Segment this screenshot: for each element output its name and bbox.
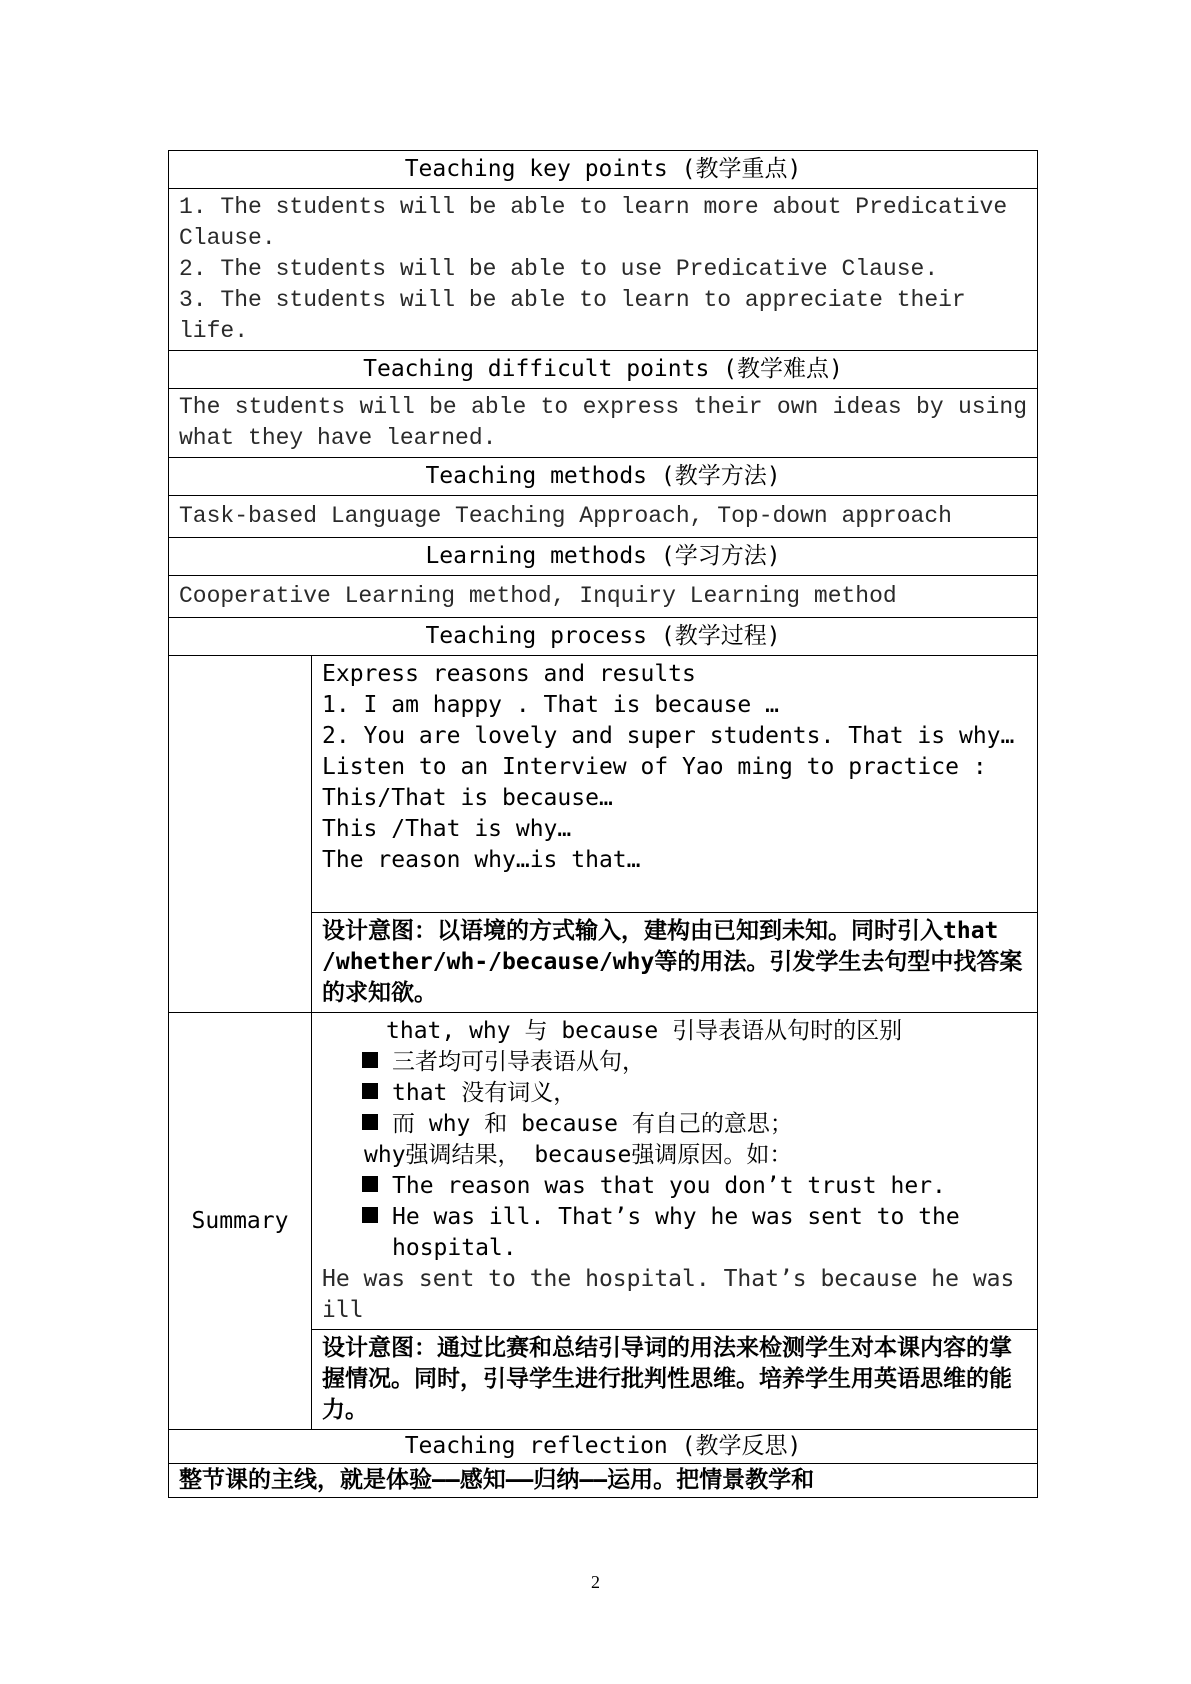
reflection-text: 整节课的主线，就是体验——感知——归纳——运用。把情景教学和 xyxy=(169,1464,1038,1498)
learning-methods-header-row xyxy=(169,538,1038,576)
process-line: This/That is because… xyxy=(322,785,613,811)
teaching-methods-header: Teaching methods (教学方法) xyxy=(169,458,1038,496)
teaching-process-header-row xyxy=(169,618,1038,656)
teaching-methods-row xyxy=(169,496,1038,538)
key-points-header: Teaching key points (教学重点) xyxy=(169,151,1038,189)
process-line: The reason why…is that… xyxy=(322,847,641,873)
summary-extra: He was sent to the hospital. That’s because he was ill xyxy=(322,1266,1015,1323)
key-point-item: 3. The students will be able to learn to appreciate their life. xyxy=(179,287,966,344)
summary-bullet: 三者均可引导表语从句， xyxy=(322,1047,1027,1078)
teaching-methods-header-row xyxy=(169,458,1038,496)
key-points-content xyxy=(169,189,1038,351)
process-step1-row xyxy=(169,656,1038,913)
difficult-points-text: The students will be able to express their own ideas by using what they have learned. xyxy=(169,389,1038,458)
process-line: Express reasons and results xyxy=(322,661,696,687)
page-number: 2 xyxy=(591,1572,600,1592)
key-point-item: 1. The students will be able to learn more about Predicative Clause. xyxy=(179,194,1008,251)
process-line: 2. You are lovely and super students. That is why… xyxy=(322,723,1015,749)
summary-example: The reason was that you don’t trust her. xyxy=(322,1171,1027,1202)
summary-design: 设计意图：通过比赛和总结引导词的用法来检测学生对本课内容的掌握情况。同时，引导学生进行批判性思维。培养学生用英语思维的能力。 xyxy=(312,1330,1038,1430)
key-point-item: 2. The students will be able to use Predicative Clause. xyxy=(179,256,939,282)
reflection-header-row xyxy=(169,1430,1038,1464)
summary-label: Summary xyxy=(169,1013,312,1430)
summary-row xyxy=(169,1013,1038,1330)
square-bullet-icon xyxy=(362,1083,378,1099)
teaching-methods-text: Task-based Language Teaching Approach, Top-down approach xyxy=(169,496,1038,538)
square-bullet-icon xyxy=(362,1176,378,1192)
learning-methods-row xyxy=(169,576,1038,618)
learning-methods-header: Learning methods (学习方法) xyxy=(169,538,1038,576)
process-step1-design: 设计意图：以语境的方式输入，建构由已知到未知。同时引入that /whether/wh-/because/why等的用法。引发学生去句型中找答案的求知欲。 xyxy=(312,913,1038,1013)
learning-methods-text: Cooperative Learning method, Inquiry Learning method xyxy=(169,576,1038,618)
process-step1-content xyxy=(312,656,1038,913)
summary-bullet: that 没有词义， xyxy=(322,1078,1027,1109)
summary-note: why强调结果， because强调原因。如： xyxy=(364,1142,793,1168)
summary-heading: that, why 与 because 引导表语从句时的区别 xyxy=(386,1018,903,1044)
process-step1-label-cell xyxy=(169,656,312,1013)
reflection-header: Teaching reflection (教学反思) xyxy=(169,1430,1038,1464)
difficult-points-row xyxy=(169,389,1038,458)
summary-bullet: 而 why 和 because 有自己的意思； xyxy=(322,1109,1027,1140)
summary-content xyxy=(312,1013,1038,1330)
process-line: 1. I am happy . That is because … xyxy=(322,692,779,718)
teaching-process-header: Teaching process (教学过程) xyxy=(169,618,1038,656)
key-points-row xyxy=(169,189,1038,351)
lesson-plan-table xyxy=(168,150,1038,1498)
difficult-points-header-row xyxy=(169,351,1038,389)
square-bullet-icon xyxy=(362,1114,378,1130)
square-bullet-icon xyxy=(362,1052,378,1068)
summary-example: He was ill. That’s why he was sent to the hospital. xyxy=(322,1202,1027,1264)
square-bullet-icon xyxy=(362,1207,378,1223)
key-points-header-row xyxy=(169,151,1038,189)
reflection-row xyxy=(169,1464,1038,1498)
process-line: This /That is why… xyxy=(322,816,572,842)
process-line: Listen to an Interview of Yao ming to practice : xyxy=(322,754,987,780)
difficult-points-header: Teaching difficult points (教学难点) xyxy=(169,351,1038,389)
